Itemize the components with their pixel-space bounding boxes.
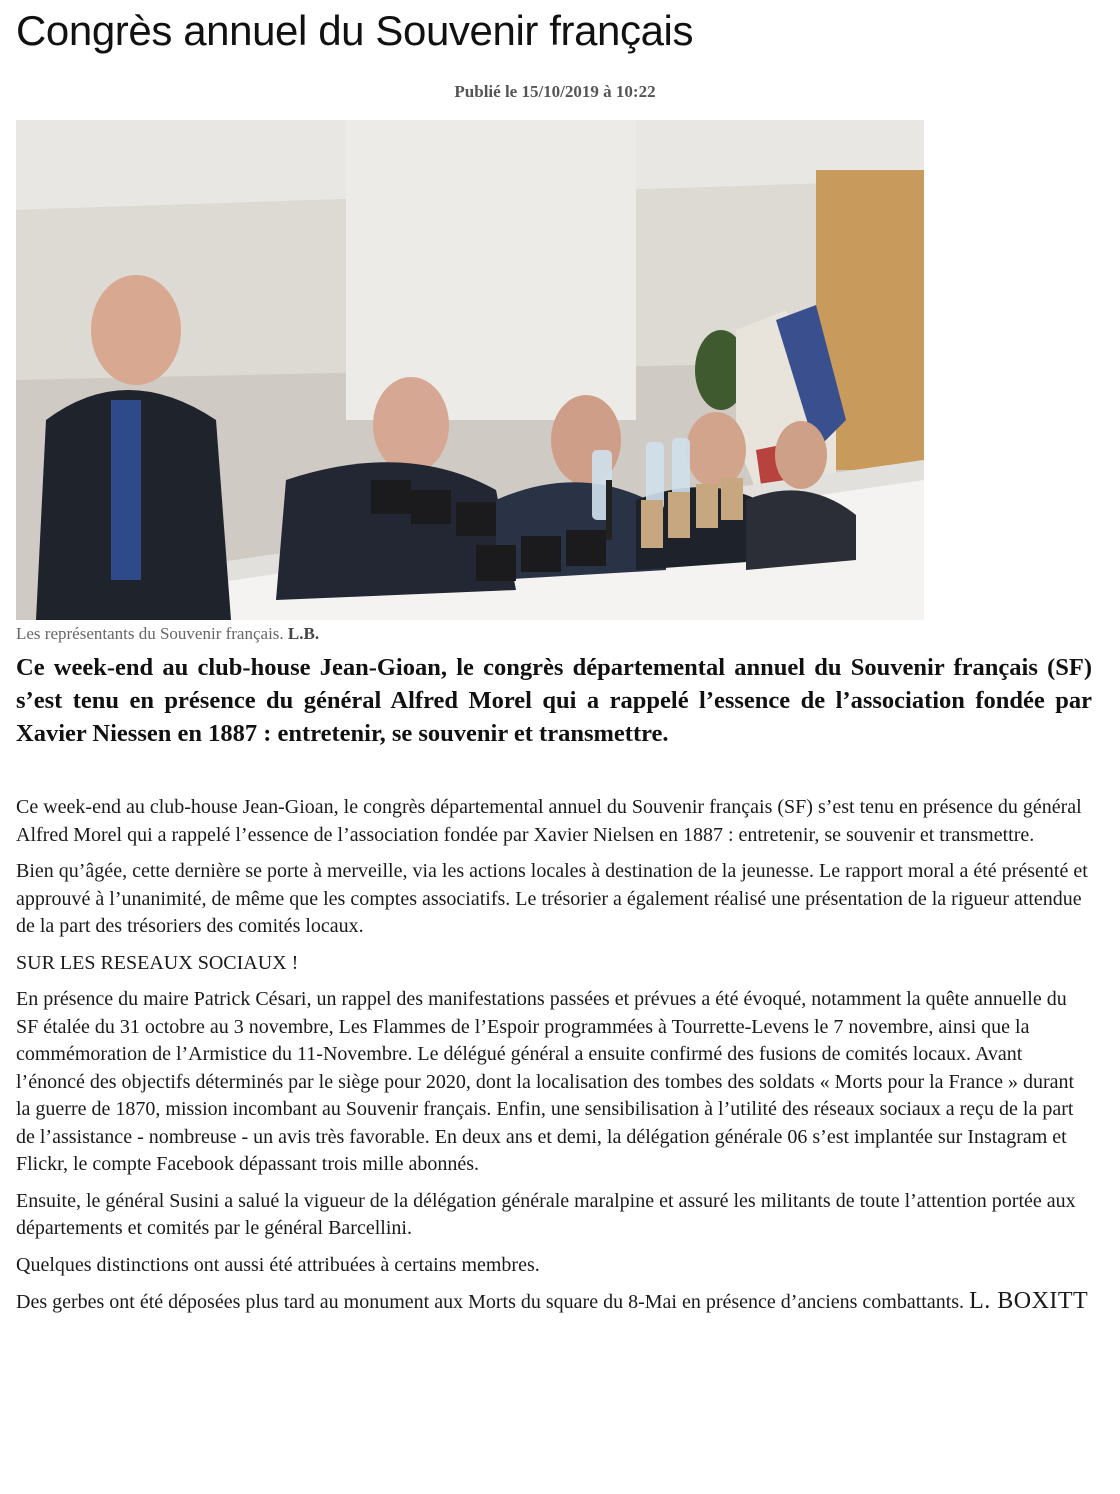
paragraph: Ce week-end au club-house Jean-Gioan, le congrès départemental annuel du Souvenir français (SF) s’est tenu en présence du général Alfred Morel qui a rappelé l’essence de l’association fondée par Xavier Nielsen en 1887 : entretenir, se souvenir et transmettre. bbox=[16, 796, 1082, 846]
article-lead: Ce week-end au club-house Jean-Gioan, le congrès départemental annuel du Souvenir français (SF) s’est tenu en présence du général Alfred Morel qui a rappelé l’essence de l’association fondée par Xavier Niessen en 1887 : entretenir, se souvenir et transmettre. bbox=[16, 654, 1092, 747]
caption-text: Les représentants du Souvenir français. bbox=[16, 624, 284, 643]
photo-caption bbox=[16, 623, 1106, 645]
article-photo bbox=[16, 120, 924, 620]
publish-date: Publié le 15/10/2019 à 10:22 bbox=[454, 82, 656, 101]
article-body bbox=[16, 794, 1090, 1326]
article-title: Congrès annuel du Souvenir français bbox=[16, 7, 694, 54]
paragraph-last bbox=[16, 1288, 1090, 1317]
paragraph: Bien qu’âgée, cette dernière se porte à merveille, via les actions locales à destination de la jeunesse. Le rapport moral a été présenté et approuvé à l’unanimité, de même que les comptes associatifs. Le trésorier a également réalisé une présentation de la rigueur attendue de la part des trésoriers des comités locaux. bbox=[16, 860, 1088, 937]
caption-credit: L.B. bbox=[287, 624, 320, 643]
paragraph: Ensuite, le général Susini a salué la vigueur de la délégation générale maralpine et assuré les militants de toute l’attention portée aux départements et comités par le général Barcellini. bbox=[16, 1189, 1076, 1239]
paragraph-text: Des gerbes ont été déposées plus tard au monument aux Morts du square du 8-Mai en présence d’anciens combattants. bbox=[16, 1291, 965, 1313]
paragraph: En présence du maire Patrick Césari, un rappel des manifestations passées et prévues a été évoqué, notamment la quête annuelle du SF étalée du 31 octobre au 3 novembre, Les Flammes de l’Espoir programmées à Tourrette-Levens le 7 novembre, ainsi que la commémoration de l’Armistice du 11-Novembre. Le délégué général a ensuite confirmé des fusions de comités locaux. Avant l’énoncé des objectifs déterminés par le siège pour 2020, dont la localisation des tombes des soldats « Morts pour la France » durant la guerre de 1870, mission incombant au Souvenir français. Enfin, une sensibilisation à l’utilité des réseaux sociaux a reçu de la part de l’assistance - nombreuse - un avis très favorable. En deux ans et demi, la délégation générale 06 s’est implantée sur Instagram et Flickr, le compte Facebook dépassant trois mille abonnés. bbox=[16, 988, 1075, 1175]
section-subheading: SUR LES RESEAUX SOCIAUX ! bbox=[16, 951, 299, 974]
photo-illustration bbox=[16, 120, 924, 620]
paragraph: Quelques distinctions ont aussi été attribuées à certains membres. bbox=[16, 1253, 540, 1276]
author-signature: L. BOXITT bbox=[969, 1288, 1089, 1314]
